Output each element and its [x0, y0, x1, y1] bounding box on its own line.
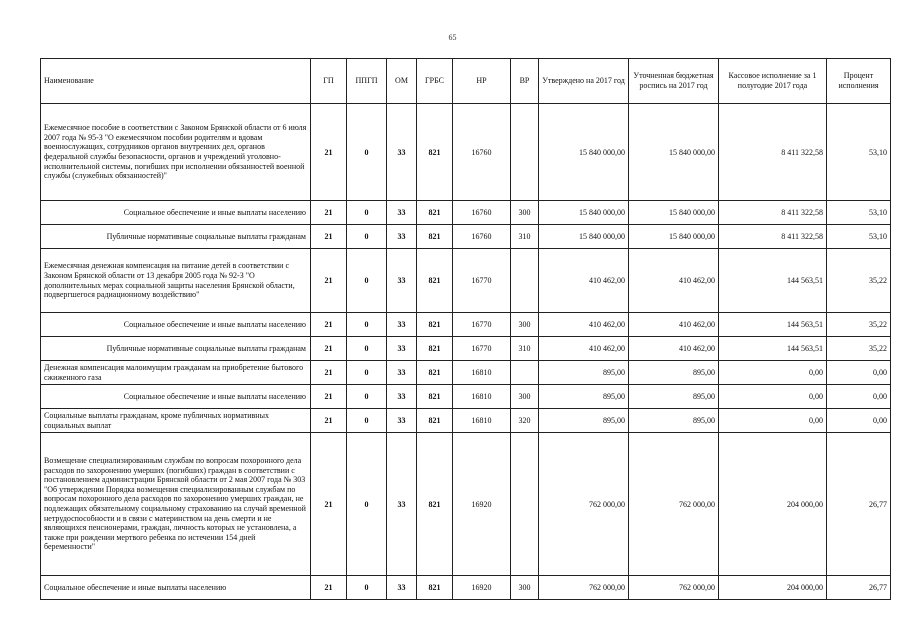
table-header-row [41, 59, 891, 104]
cell-percent: 0,00 [827, 385, 891, 409]
cell-gp: 21 [311, 104, 347, 201]
cell-pgp: 0 [347, 104, 387, 201]
cell-vr [511, 433, 539, 576]
cell-om: 33 [387, 409, 417, 433]
cell-refined: 895,00 [629, 385, 719, 409]
cell-gp: 21 [311, 337, 347, 361]
cell-vr: 300 [511, 576, 539, 600]
cell-grbs: 821 [417, 409, 453, 433]
cell-grbs: 821 [417, 313, 453, 337]
cell-approved: 410 462,00 [539, 337, 629, 361]
header-grbs: ГРБС [417, 59, 453, 104]
cell-pgp: 0 [347, 433, 387, 576]
cell-grbs: 821 [417, 249, 453, 313]
header-vr: ВР [511, 59, 539, 104]
cell-refined: 410 462,00 [629, 313, 719, 337]
cell-cash: 8 411 322,58 [719, 104, 827, 201]
cell-gp: 21 [311, 313, 347, 337]
cell-pgp: 0 [347, 201, 387, 225]
cell-grbs: 821 [417, 104, 453, 201]
cell-percent: 0,00 [827, 409, 891, 433]
cell-vr: 310 [511, 337, 539, 361]
cell-om: 33 [387, 104, 417, 201]
cell-vr [511, 361, 539, 385]
cell-om: 33 [387, 201, 417, 225]
cell-approved: 762 000,00 [539, 576, 629, 600]
cell-approved: 895,00 [539, 385, 629, 409]
table-row [41, 385, 891, 409]
cell-gp: 21 [311, 201, 347, 225]
cell-nr: 16760 [453, 104, 511, 201]
cell-grbs: 821 [417, 385, 453, 409]
cell-cash: 0,00 [719, 361, 827, 385]
cell-grbs: 821 [417, 433, 453, 576]
header-gp: ГП [311, 59, 347, 104]
cell-name: Публичные нормативные социальные выплаты гражданам [41, 337, 311, 361]
table-row [41, 433, 891, 576]
cell-cash: 204 000,00 [719, 433, 827, 576]
header-om: ОМ [387, 59, 417, 104]
table-row [41, 337, 891, 361]
table-row [41, 576, 891, 600]
table-row [41, 201, 891, 225]
cell-gp: 21 [311, 409, 347, 433]
cell-name: Ежемесячное пособие в соответствии с Законом Брянской области от 6 июля 2007 года № 95-З "О ежемесячном пособии родителям и вдовам военнослужащих, сотрудников органов внутренних дел, органов федеральной службы безопасности, органов и учреждений уголовно-исполнительной системы, погибших при исполнении обязанностей военной службы (служебных обязанностей)" [41, 104, 311, 201]
cell-refined: 410 462,00 [629, 337, 719, 361]
cell-gp: 21 [311, 249, 347, 313]
cell-nr: 16810 [453, 361, 511, 385]
cell-om: 33 [387, 576, 417, 600]
cell-grbs: 821 [417, 576, 453, 600]
cell-om: 33 [387, 249, 417, 313]
cell-refined: 410 462,00 [629, 249, 719, 313]
cell-pgp: 0 [347, 385, 387, 409]
cell-pgp: 0 [347, 576, 387, 600]
cell-cash: 144 563,51 [719, 337, 827, 361]
cell-nr: 16760 [453, 225, 511, 249]
table-row [41, 225, 891, 249]
cell-refined: 15 840 000,00 [629, 104, 719, 201]
cell-percent: 0,00 [827, 361, 891, 385]
cell-om: 33 [387, 313, 417, 337]
cell-gp: 21 [311, 576, 347, 600]
cell-cash: 8 411 322,58 [719, 201, 827, 225]
cell-vr: 300 [511, 313, 539, 337]
cell-approved: 15 840 000,00 [539, 225, 629, 249]
cell-percent: 53,10 [827, 104, 891, 201]
header-pgp: ППГП [347, 59, 387, 104]
cell-pgp: 0 [347, 361, 387, 385]
header-refined: Уточненная бюджетная роспись на 2017 год [629, 59, 719, 104]
cell-refined: 895,00 [629, 409, 719, 433]
cell-om: 33 [387, 385, 417, 409]
cell-grbs: 821 [417, 225, 453, 249]
cell-nr: 16920 [453, 433, 511, 576]
cell-nr: 16810 [453, 409, 511, 433]
cell-approved: 410 462,00 [539, 313, 629, 337]
cell-nr: 16770 [453, 337, 511, 361]
table-row [41, 313, 891, 337]
header-approved: Утверждено на 2017 год [539, 59, 629, 104]
cell-percent: 53,10 [827, 225, 891, 249]
cell-refined: 762 000,00 [629, 576, 719, 600]
cell-vr: 300 [511, 385, 539, 409]
table-row [41, 104, 891, 201]
cell-approved: 15 840 000,00 [539, 201, 629, 225]
header-cash: Кассовое исполнение за 1 полугодие 2017 года [719, 59, 827, 104]
header-nr: НР [453, 59, 511, 104]
cell-percent: 53,10 [827, 201, 891, 225]
cell-vr [511, 104, 539, 201]
table-row [41, 361, 891, 385]
cell-approved: 895,00 [539, 361, 629, 385]
cell-cash: 0,00 [719, 409, 827, 433]
cell-approved: 410 462,00 [539, 249, 629, 313]
cell-cash: 144 563,51 [719, 249, 827, 313]
header-percent: Процент исполнения [827, 59, 891, 104]
table-row [41, 409, 891, 433]
cell-cash: 144 563,51 [719, 313, 827, 337]
cell-percent: 35,22 [827, 337, 891, 361]
header-name: Наименование [41, 59, 311, 104]
cell-name: Социальное обеспечение и иные выплаты населению [41, 576, 311, 600]
cell-nr: 16770 [453, 313, 511, 337]
cell-refined: 15 840 000,00 [629, 225, 719, 249]
cell-pgp: 0 [347, 313, 387, 337]
cell-grbs: 821 [417, 337, 453, 361]
cell-refined: 15 840 000,00 [629, 201, 719, 225]
cell-nr: 16770 [453, 249, 511, 313]
table-row [41, 249, 891, 313]
cell-cash: 8 411 322,58 [719, 225, 827, 249]
cell-grbs: 821 [417, 201, 453, 225]
cell-percent: 35,22 [827, 249, 891, 313]
cell-gp: 21 [311, 361, 347, 385]
cell-name: Социальное обеспечение и иные выплаты населению [41, 201, 311, 225]
cell-cash: 0,00 [719, 385, 827, 409]
cell-cash: 204 000,00 [719, 576, 827, 600]
cell-om: 33 [387, 337, 417, 361]
cell-approved: 15 840 000,00 [539, 104, 629, 201]
cell-name: Возмещение специализированным службам по вопросам похоронного дела расходов по захоронению умерших (погибших) граждан в соответствии с постановлением администрации Брянской области от 2 мая 2007 года № 303 "Об утверждении Порядка возмещения специализированным службам по вопросам похоронного дела расходов по захоронению умерших граждан, не подлежащих обязательному социальному страхованию на случай временной нетрудоспособности и в связи с материнством на день смерти и не являющихся пенсионерами, граждан, личность которых не установлена, а также при рождении мертвого ребенка по истечении 154 дней беременности" [41, 433, 311, 576]
cell-percent: 26,77 [827, 433, 891, 576]
cell-pgp: 0 [347, 225, 387, 249]
cell-gp: 21 [311, 385, 347, 409]
cell-refined: 762 000,00 [629, 433, 719, 576]
cell-nr: 16810 [453, 385, 511, 409]
cell-om: 33 [387, 361, 417, 385]
cell-vr: 320 [511, 409, 539, 433]
cell-vr: 310 [511, 225, 539, 249]
cell-vr [511, 249, 539, 313]
table-body [41, 104, 891, 600]
cell-gp: 21 [311, 433, 347, 576]
cell-name: Социальное обеспечение и иные выплаты населению [41, 313, 311, 337]
cell-vr: 300 [511, 201, 539, 225]
cell-name: Ежемесячная денежная компенсация на питание детей в соответствии с Законом Брянской области от 13 декабря 2005 года № 92-З "О дополнительных мерах социальной защиты населения Брянской области, подвергшегося радиационному воздействию" [41, 249, 311, 313]
cell-pgp: 0 [347, 409, 387, 433]
budget-execution-table [40, 58, 891, 600]
cell-name: Социальные выплаты гражданам, кроме публичных нормативных социальных выплат [41, 409, 311, 433]
cell-grbs: 821 [417, 361, 453, 385]
cell-percent: 35,22 [827, 313, 891, 337]
cell-gp: 21 [311, 225, 347, 249]
cell-name: Публичные нормативные социальные выплаты гражданам [41, 225, 311, 249]
cell-nr: 16920 [453, 576, 511, 600]
cell-refined: 895,00 [629, 361, 719, 385]
cell-name: Социальное обеспечение и иные выплаты населению [41, 385, 311, 409]
cell-om: 33 [387, 433, 417, 576]
cell-om: 33 [387, 225, 417, 249]
cell-pgp: 0 [347, 337, 387, 361]
cell-approved: 895,00 [539, 409, 629, 433]
cell-percent: 26,77 [827, 576, 891, 600]
cell-nr: 16760 [453, 201, 511, 225]
cell-pgp: 0 [347, 249, 387, 313]
page-number: 65 [448, 33, 457, 42]
cell-approved: 762 000,00 [539, 433, 629, 576]
cell-name: Денежная компенсация малоимущим гражданам на приобретение бытового сжиженного газа [41, 361, 311, 385]
